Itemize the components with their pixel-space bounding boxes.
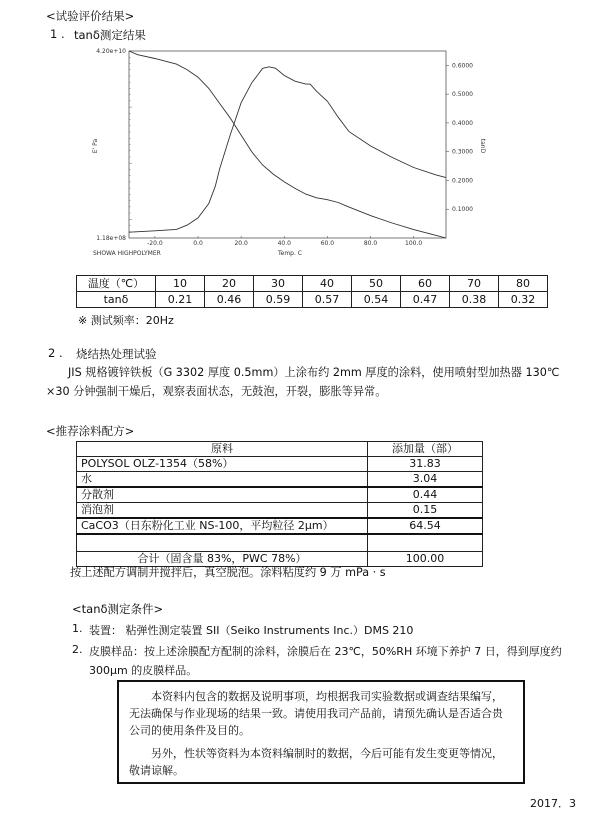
tand-cell: 0.54: [352, 292, 401, 308]
tand-cell: 0.57: [303, 292, 352, 308]
section2-number: 2 .: [48, 346, 63, 360]
table-row: [77, 487, 483, 503]
storage-modulus-line: [129, 51, 446, 238]
table-row: [77, 457, 483, 472]
amount-cell: 0.44: [368, 487, 483, 503]
table-header-row: [77, 442, 483, 457]
amount-cell: 64.54: [368, 518, 483, 534]
material-cell: CaCO3（日东粉化工业 NS-100，平均粒径 2μm）: [77, 518, 368, 534]
formula-heading: <推荐涂料配方>: [46, 424, 135, 438]
conditions-heading: <tanδ测定条件>: [72, 602, 164, 616]
item1-number: 1 .: [50, 27, 65, 41]
temp-cell: 30: [254, 276, 303, 292]
table-row-empty: [77, 534, 483, 552]
conditions-item1-number: 1.: [72, 622, 83, 635]
amount-cell: 31.83: [368, 457, 483, 472]
section2-title: 烧结热处理试验: [76, 347, 157, 361]
temp-cell: 50: [352, 276, 401, 292]
tand-cell: 0.59: [254, 292, 303, 308]
table-row: [77, 518, 483, 534]
amount-cell: [368, 534, 483, 552]
table-row: [77, 503, 483, 519]
temp-cell: 40: [303, 276, 352, 292]
material-cell: POLYSOL OLZ-1354（58%）: [77, 457, 368, 472]
disclaimer-box: [117, 680, 525, 784]
material-column-header: 原料: [77, 442, 368, 457]
tand-cell: 0.38: [450, 292, 499, 308]
section2-line2: ×30 分钟强制干燥后，观察表面状态，无鼓泡，开裂，膨胀等异常。: [46, 385, 387, 398]
material-cell: 分散剂: [77, 487, 368, 503]
svg-text:-20.0: -20.0: [147, 240, 163, 247]
temperature-header: 温度（℃）: [77, 276, 156, 292]
right-axis-title: tanD: [479, 138, 486, 154]
table-row-tand: [77, 292, 548, 308]
results-heading: <试验评价结果>: [46, 9, 135, 23]
disclaimer-paragraph-1: 本资料内包含的数据及说明事项，均根据我司实验数据或调查结果编写，无法确保与作业现场的结果一致。请使用我司产品前，请预先确认是否适合贵公司的使用条件及目的。: [129, 690, 503, 737]
total-amount: 100.00: [368, 552, 483, 567]
left-axis-title: E' Pa: [92, 138, 99, 154]
amount-cell: 3.04: [368, 472, 483, 488]
svg-text:0.2000: 0.2000: [452, 177, 473, 185]
chart-canvas: [80, 44, 500, 264]
tand-table: [76, 275, 548, 308]
amount-column-header: 添加量（部）: [368, 442, 483, 457]
temp-cell: 70: [450, 276, 499, 292]
formula-table: [76, 441, 483, 567]
tand-header: tanδ: [77, 292, 156, 308]
svg-text:0.6000: 0.6000: [452, 62, 473, 70]
x-axis-title: Temp. C: [278, 250, 302, 257]
svg-text:60.0: 60.0: [320, 240, 335, 247]
table-row: [77, 472, 483, 488]
tand-cell: 0.46: [205, 292, 254, 308]
conditions-item2-line2: 300μm 的皮膜样品。: [89, 664, 198, 677]
material-cell: 水: [77, 472, 368, 488]
temp-cell: 60: [401, 276, 450, 292]
right-axis-ticks: [446, 62, 473, 213]
total-label: 合计（固含量 83%，PWC 78%）: [77, 552, 368, 567]
plot-frame: [129, 51, 446, 238]
temp-cell: 20: [205, 276, 254, 292]
temp-cell: 10: [156, 276, 205, 292]
left-axis-min-label: 1.18e+08: [96, 235, 126, 242]
section2-line1: JIS 规格镀锌铁板（G 3302 厚度 0.5mm）上涂布约 2mm 厚度的涂料，使用喷射型加热器 130℃: [68, 366, 560, 379]
document-date: 2017．3: [530, 797, 576, 810]
left-axis-ticks: [129, 57, 132, 232]
chart-footer-label: SHOWA HIGHPOLYMER: [93, 250, 161, 257]
item1-title: tanδ测定结果: [74, 28, 146, 42]
svg-text:80.0: 80.0: [363, 240, 378, 247]
amount-cell: 0.15: [368, 503, 483, 519]
conditions-item2-line1: 皮膜样品：按上述涂膜配方配制的涂料，涂膜后在 23℃，50%RH 环境下养护 7 日，得到厚度约: [89, 645, 562, 658]
svg-text:0.1000: 0.1000: [452, 206, 473, 214]
material-cell: 消泡剂: [77, 503, 368, 519]
disclaimer-paragraph-2: 另外，性状等资料为本资料编制时的数据，今后可能有发生变更等情况，敬请谅解。: [129, 747, 503, 777]
formula-note: 按上述配方调制并搅拌后，真空脱泡。涂料粘度约 9 万 mPa · s: [70, 566, 386, 579]
svg-text:0.5000: 0.5000: [452, 91, 473, 99]
tand-cell: 0.47: [401, 292, 450, 308]
svg-text:0.4000: 0.4000: [452, 119, 473, 127]
svg-text:40.0: 40.0: [277, 240, 291, 247]
tand-chart: [80, 44, 500, 264]
svg-text:0.3000: 0.3000: [452, 148, 473, 156]
temp-cell: 80: [499, 276, 548, 292]
frequency-note: ※ 测试频率：20Hz: [78, 314, 174, 327]
tand-line: [129, 67, 446, 232]
svg-text:100.0: 100.0: [405, 240, 423, 247]
conditions-item1-text: 装置： 粘弹性测定装置 SII（Seiko Instruments Inc.）DMS 210: [89, 624, 414, 637]
tand-cell: 0.21: [156, 292, 205, 308]
tand-cell: 0.32: [499, 292, 548, 308]
svg-text:20.0: 20.0: [234, 240, 248, 247]
conditions-item2-number: 2.: [72, 643, 83, 656]
table-row-temperature: [77, 276, 548, 292]
material-cell: [77, 534, 368, 552]
svg-text:0.0: 0.0: [193, 240, 203, 247]
left-axis-max-label: 4.20e+10: [96, 48, 126, 55]
